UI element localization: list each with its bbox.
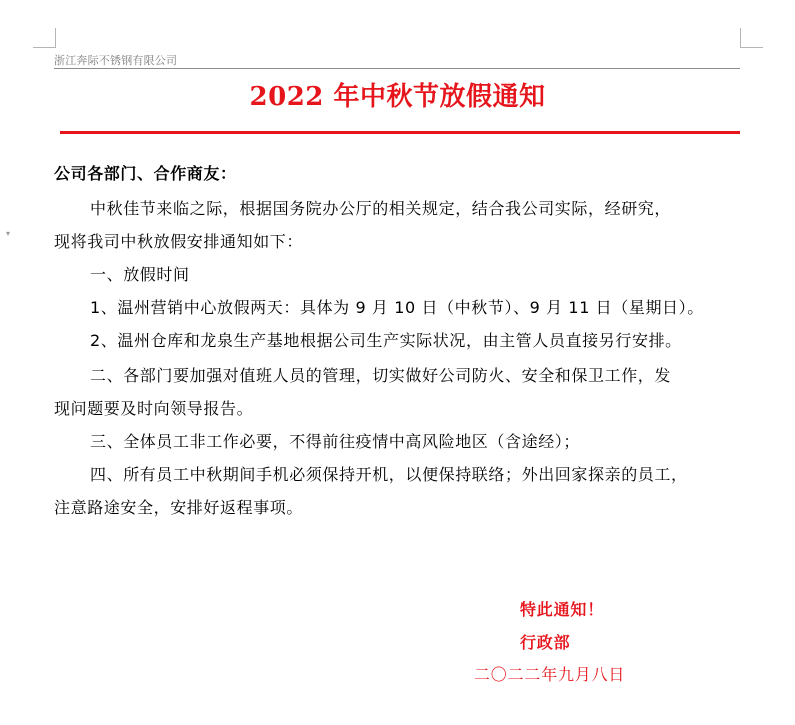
paragraph-line: 现将我司中秋放假安排通知如下： bbox=[54, 232, 304, 251]
page-corner-mark-top-right bbox=[740, 28, 763, 48]
paragraph-line: 现问题要及时向领导报告。 bbox=[54, 399, 254, 418]
paragraph-marker-icon: ▾ bbox=[6, 229, 11, 238]
signature-notice: 特此通知！ bbox=[520, 600, 605, 619]
header-rule bbox=[54, 68, 740, 69]
page-header-company: 浙江奔际不锈钢有限公司 bbox=[54, 54, 178, 67]
paragraph-line: 三、全体员工非工作必要，不得前往疫情中高风险地区（含途经）； bbox=[90, 432, 581, 451]
paragraph-line: 注意路途安全，安排好返程事项。 bbox=[54, 498, 304, 517]
paragraph-line: 四、所有员工中秋期间手机必须保持开机，以便保持联络；外出回家探亲的员工， bbox=[90, 465, 688, 484]
page-corner-mark-top-left bbox=[33, 28, 56, 48]
document-title: 2022 年中秋节放假通知 bbox=[249, 82, 546, 112]
salutation: 公司各部门、合作商友： bbox=[54, 164, 237, 183]
signature-date: 二〇二二年九月八日 bbox=[474, 665, 626, 684]
paragraph-line: 2、温州仓库和龙泉生产基地根据公司生产实际状况，由主管人员直接另行安排。 bbox=[90, 331, 682, 350]
paragraph-line: 中秋佳节来临之际，根据国务院办公厅的相关规定，结合我公司实际，经研究， bbox=[90, 199, 672, 218]
signature-department: 行政部 bbox=[520, 633, 571, 652]
paragraph-line: 1、温州营销中心放假两天：具体为 9 月 10 日（中秋节）、9 月 11 日（星期日）。 bbox=[90, 298, 704, 317]
section-heading: 一、放假时间 bbox=[90, 265, 190, 284]
title-divider bbox=[60, 131, 740, 134]
paragraph-line: 二、各部门要加强对值班人员的管理，切实做好公司防火、安全和保卫工作，发 bbox=[90, 366, 672, 385]
